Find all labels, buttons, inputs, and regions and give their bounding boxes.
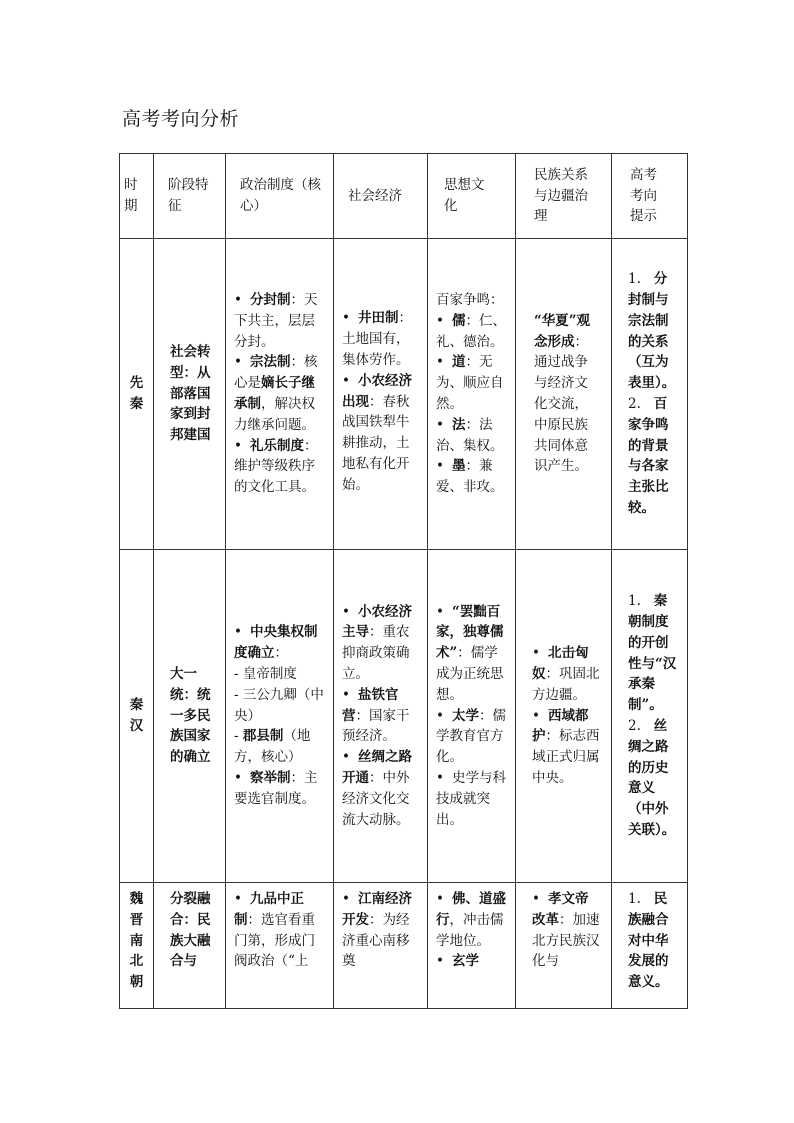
- list-item: • 井田制：土地国有，集体劳作。: [342, 310, 412, 368]
- list-item: 1. 秦朝制度的开创性与“汉承秦制”。: [628, 593, 677, 714]
- cell-period: 秦汉: [120, 550, 154, 883]
- cell-ethnic: • 孝文帝改革：加速北方民族汉化与: [516, 883, 612, 1009]
- cell-economy: [334, 550, 428, 883]
- cell-culture: [428, 239, 516, 550]
- cell-economy: [334, 239, 428, 550]
- header-hint: 高考考向提示: [612, 154, 688, 239]
- header-ethnic: 民族关系与边疆治理: [516, 154, 612, 239]
- list-item: - 三公九卿（中央）: [234, 686, 324, 724]
- cell-culture: [428, 550, 516, 883]
- list-item: • 墨：兼爱、非攻。: [436, 458, 504, 496]
- header-period: 时期: [120, 154, 154, 239]
- cell-stage: 大一统：统一多民族国家的确立: [154, 550, 226, 883]
- header-stage: 阶段特征: [154, 154, 226, 239]
- cell-ethnic: [516, 550, 612, 883]
- cell-hint: [612, 550, 688, 883]
- list-item: - 郡县制（地方，核心）: [234, 728, 311, 766]
- table-row: [120, 883, 688, 1009]
- list-item: 1. 分封制与宗法制的关系（互为表里）。: [628, 271, 676, 392]
- list-item: • 佛、道盛行，冲击儒学地位。: [436, 891, 506, 949]
- list-item: • 礼乐制度：维护等级秩序的文化工具。: [234, 437, 318, 496]
- cell-stage: 分裂融合：民族大融合与: [154, 883, 226, 1009]
- cell-politics: [226, 550, 334, 883]
- list-item: • 西域都护：标志西域正式归属中央。: [532, 707, 600, 786]
- list-item: • 玄学: [436, 953, 479, 970]
- list-item: • 小农经济主导：重农抑商政策确立。: [342, 603, 412, 682]
- list-item: • 丝绸之路开通：中外经济文化交流大动脉。: [342, 749, 412, 828]
- list-item: • 分封制：天下共主，层层分封。: [234, 292, 318, 350]
- list-item: • 道：无为、顺应自然。: [436, 354, 504, 412]
- list-item: 2. 丝绸之路的历史意义（中外关联）。: [628, 718, 676, 838]
- list-item: • 中央集权制度确立：: [234, 624, 318, 662]
- list-item: • 小农经济出现：春秋战国铁犁牛耕推动，土地私有化开始。: [342, 372, 412, 493]
- table-header-row: [120, 154, 688, 239]
- list-item: 2. 百家争鸣的背景与各家主张比较。: [628, 396, 669, 516]
- cell-hint: [612, 239, 688, 550]
- list-item: • 察举制：主要选官制度。: [234, 769, 318, 807]
- list-item: • “罢黜百家，独尊儒术”：儒学成为正统思想。: [436, 603, 504, 703]
- cell-period: 先秦: [120, 239, 154, 550]
- header-politics: 政治制度（核心）: [226, 154, 334, 239]
- header-economy: 社会经济: [334, 154, 428, 239]
- list-item: • 儒：仁、礼、德治。: [436, 312, 506, 350]
- cell-ethnic: “华夏”观念形成：通过战争与经济文化交流，中原民族共同体意识产生。: [516, 239, 612, 550]
- header-culture: 思想文化: [428, 154, 516, 239]
- list-item: • 盐铁官营：国家干预经济。: [342, 686, 410, 745]
- cell-politics: • 九品中正制：选官看重门第，形成门阀政治（“上: [226, 883, 334, 1009]
- culture-intro: 百家争鸣：: [436, 292, 504, 309]
- cell-stage: 社会转型：从部落国家到封邦建国: [154, 239, 226, 550]
- table-row: [120, 239, 688, 550]
- cell-politics: [226, 239, 334, 550]
- exam-analysis-table: [119, 153, 688, 1009]
- list-item: • 太学：儒学教育官方化。: [436, 707, 506, 766]
- list-item: • 北击匈奴：巩固北方边疆。: [532, 645, 600, 703]
- list-item: • 史学与科技成就突出。: [436, 769, 506, 828]
- cell-economy: • 江南经济开发：为经济重心南移奠: [334, 883, 428, 1009]
- list-item: • 宗法制：核心是嫡长子继承制，解决权力继承问题。: [234, 354, 318, 433]
- cell-hint: 1. 民族融合对中华发展的意义。: [612, 883, 688, 1009]
- table-row: [120, 550, 688, 883]
- cell-period: 魏晋南北朝: [120, 883, 154, 1009]
- page-title: 高考考向分析: [122, 108, 240, 130]
- cell-culture: [428, 883, 516, 1009]
- list-item: • 法：法治、集权。: [436, 416, 504, 454]
- list-item: - 皇帝制度: [234, 666, 297, 682]
